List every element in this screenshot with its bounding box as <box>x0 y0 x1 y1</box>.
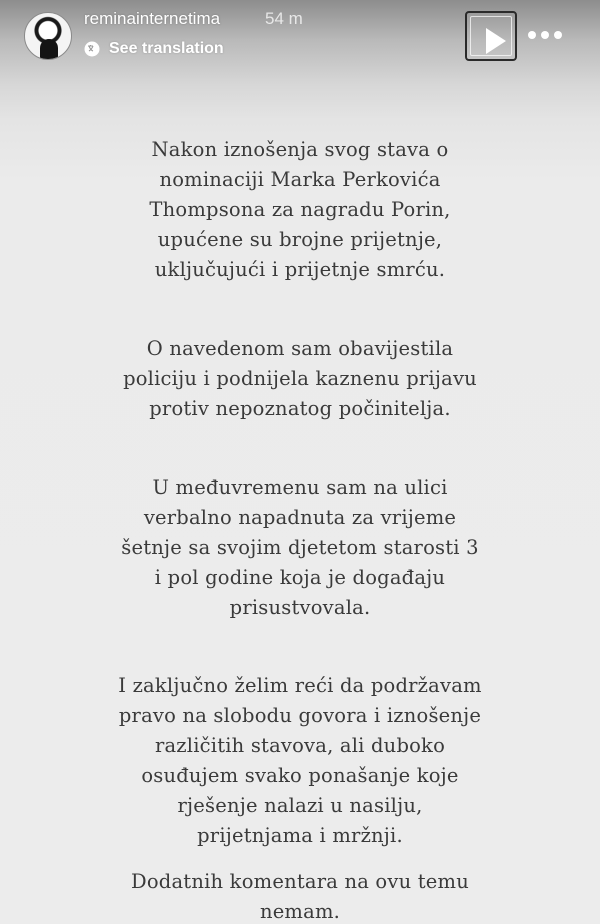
text-line: verbalno napadnuta za vrijeme <box>143 506 457 529</box>
text-line: Dodatnih komentara na ovu temu <box>131 870 469 893</box>
text-line: prijetnjama i mržnji. <box>197 824 403 847</box>
text-line: U međuvremenu sam na ulici <box>152 476 448 499</box>
play-button[interactable] <box>465 11 517 61</box>
text-line: šetnje sa svojim djetetom starosti 3 <box>121 536 479 559</box>
text-line: policiju i podnijela kaznenu prijavu <box>123 367 477 390</box>
story-paragraph <box>40 867 560 924</box>
more-dot <box>528 31 536 39</box>
username[interactable]: reminainternetima <box>84 9 221 28</box>
text-line: Thompsona za nagradu Porin, <box>149 198 451 221</box>
text-line: nemam. <box>259 900 341 923</box>
text-line: i pol godine koja je događaju <box>154 566 446 589</box>
text-line: protiv nepoznatog počinitelja. <box>149 397 451 420</box>
text-line: osuđujem svako ponašanje koje <box>141 764 459 787</box>
text-line: upućene su brojne prijetnje, <box>157 228 443 251</box>
text-line: O navedenom sam obavijestila <box>146 337 454 360</box>
more-dot <box>541 31 549 39</box>
story-header <box>0 0 600 72</box>
story-paragraph <box>40 334 560 424</box>
more-options-icon[interactable] <box>528 26 564 46</box>
text-line: I zaključno želim reći da podržavam <box>118 674 482 697</box>
play-icon <box>486 28 506 54</box>
story-paragraph <box>40 135 560 285</box>
story-paragraph <box>40 671 560 851</box>
text-line: prisustvovala. <box>229 596 371 619</box>
text-line: Nakon iznošenja svog stava o <box>151 138 449 161</box>
text-line: nominaciji Marka Perkovića <box>159 168 441 191</box>
play-button-frame <box>470 16 512 56</box>
see-translation-button[interactable]: See translation <box>109 40 224 57</box>
text-line: rješenje nalazi u nasilju, <box>177 794 423 817</box>
text-line: uključujući i prijetnje smrću. <box>154 258 446 281</box>
more-dot <box>554 31 562 39</box>
text-line: pravo na slobodu govora i iznošenje <box>118 704 482 727</box>
story-paragraph <box>40 473 560 623</box>
post-time: 54 m <box>265 9 303 28</box>
avatar[interactable] <box>24 12 72 60</box>
translate-icon[interactable] <box>84 41 100 57</box>
text-line: različitih stavova, ali duboko <box>154 734 446 757</box>
